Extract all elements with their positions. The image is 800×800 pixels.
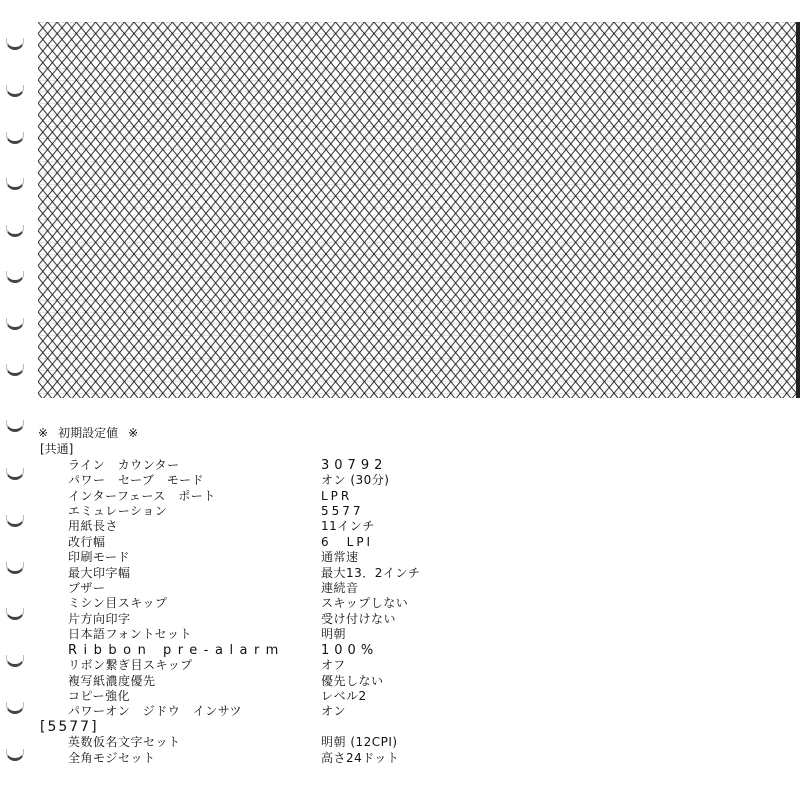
setting-value: 最大13．2インチ [321,565,421,580]
setting-label: 英数仮名文字セット [68,735,181,750]
feed-hole [6,318,24,330]
setting-value: 高さ24ドット [321,750,400,765]
setting-value: オン (30分) [321,473,390,488]
feed-hole [6,132,24,144]
feed-hole [6,515,24,527]
title-text: 初期設定値 [58,426,119,440]
setting-label: 片方向印字 [68,611,131,626]
section-header-common: [共通] [40,442,74,457]
setting-label: 用紙長さ [68,519,119,534]
feed-hole [6,420,24,432]
pattern-edge [796,22,800,398]
setting-row [32,751,792,766]
feed-hole [6,38,24,50]
setting-value: オン [321,704,347,719]
setting-label: 改行幅 [68,534,106,549]
feed-hole [6,608,24,620]
setting-label: リボン繋ぎ目スキップ [68,658,193,673]
setting-value: レベル2 [321,688,367,703]
setting-label: エミュレーション [68,504,168,519]
setting-row [32,550,792,565]
setting-row [32,473,792,488]
setting-value: 6 LPI [321,534,374,549]
setting-row [32,735,792,750]
feed-hole [6,702,24,714]
setting-row [32,581,792,596]
feed-hole [6,468,24,480]
feed-hole [6,655,24,667]
setting-value: 優先しない [321,673,384,688]
setting-row [32,704,792,719]
setting-label: インターフェース ポート [68,488,216,503]
test-pattern [38,22,800,398]
setting-row [32,519,792,534]
feed-hole [6,562,24,574]
setting-row [32,504,792,519]
setting-row [32,658,792,673]
title-prefix: ※ [38,426,49,440]
setting-label: パワー セーブ モード [68,473,204,488]
setting-label: ミシン目スキップ [68,596,168,611]
setting-row [32,596,792,611]
section-header-5577: [5577] [40,718,99,735]
feed-hole [6,178,24,190]
feed-hole [6,271,24,283]
setting-label: 複写紙濃度優先 [68,673,156,688]
setting-label: ブザー [68,581,106,596]
setting-value: LPR [321,488,353,503]
feed-hole [6,749,24,761]
setting-label: コピー強化 [68,688,131,703]
setting-value: 通常速 [321,550,359,565]
feed-hole [6,85,24,97]
setting-value: 30792 [321,457,388,473]
title-suffix: ※ [128,426,139,440]
settings-title [32,426,792,441]
setting-row [32,489,792,504]
setting-value: オフ [321,658,346,673]
setting-value: 明朝 [321,627,347,642]
setting-row [32,689,792,704]
setting-label: 印刷モード [68,550,131,565]
setting-label: 全角モジセット [68,750,156,765]
setting-row [32,627,792,642]
setting-value: 11インチ [321,519,375,534]
setting-value: 連続音 [321,581,359,596]
setting-label: 日本語フォントセット [68,627,193,642]
setting-label: パワーオン ジドウ インサツ [68,704,243,719]
feed-hole [6,364,24,376]
setting-value: スキップしない [321,596,409,611]
setting-row [32,458,792,473]
setting-row [32,566,792,581]
setting-row [32,535,792,550]
setting-value: 受け付けない [321,611,397,626]
setting-value: 5577 [321,504,364,519]
setting-row [32,612,792,627]
setting-row [32,643,792,658]
initial-settings-list [32,426,792,766]
setting-value: 100% [321,642,379,658]
setting-label: Ribbon pre-alarm [68,642,285,658]
setting-label: ライン カウンター [68,457,180,472]
setting-value: 明朝 (12CPI) [321,735,398,750]
setting-label: 最大印字幅 [68,565,131,580]
feed-hole [6,225,24,237]
setting-row [32,674,792,689]
